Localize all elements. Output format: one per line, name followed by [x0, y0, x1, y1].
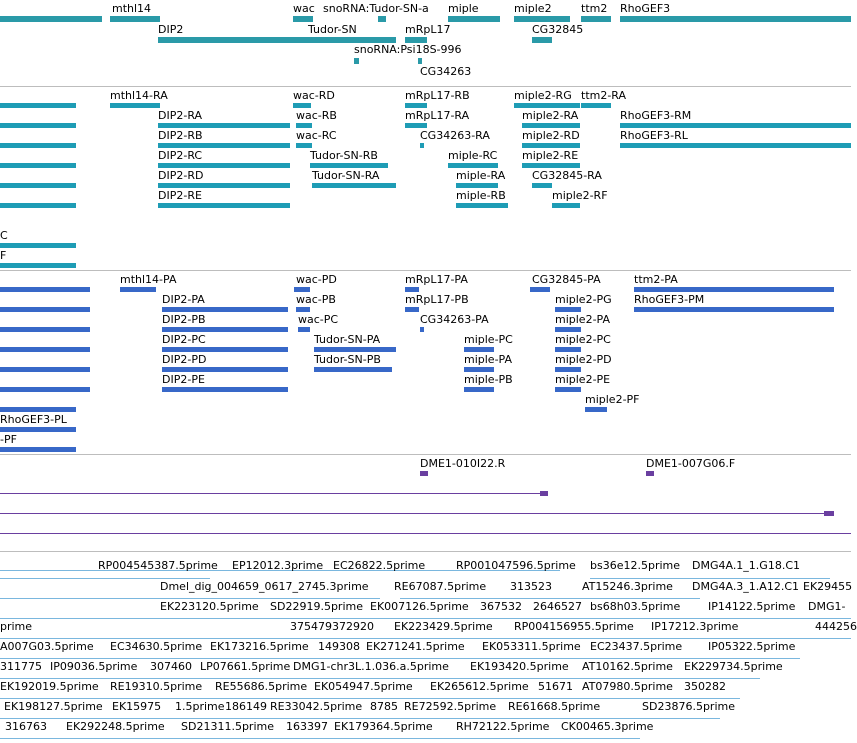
protein-label: DIP2-PB: [162, 313, 206, 326]
transcript-bar[interactable]: [522, 143, 580, 148]
protein-bar[interactable]: [162, 367, 288, 372]
gene-bar[interactable]: [110, 16, 160, 22]
gene-bar[interactable]: [0, 16, 102, 22]
protein-label: miple-PB: [464, 373, 513, 386]
clone-marker[interactable]: [420, 471, 428, 476]
gene-label: miple: [448, 2, 479, 15]
clone-end[interactable]: [540, 491, 548, 496]
est-label: EK054947.5prime: [314, 680, 413, 693]
protein-label: ttm2-PA: [634, 273, 678, 286]
transcript-bar[interactable]: [0, 123, 76, 128]
transcript-label: Tudor-SN-RB: [310, 149, 378, 162]
protein-label: miple2-PD: [555, 353, 612, 366]
protein-label: miple-PA: [464, 353, 513, 366]
protein-label: wac-PD: [296, 273, 337, 286]
gene-label: CG32845: [532, 23, 584, 36]
est-label: EK223120.5prime: [160, 600, 259, 613]
gene-bar[interactable]: [378, 16, 386, 22]
transcript-label: miple-RB: [456, 189, 506, 202]
clone-end[interactable]: [824, 511, 834, 516]
est-label: IP05322.5prime: [708, 640, 796, 653]
est-label: 1.5prime: [175, 700, 225, 713]
protein-bar[interactable]: [464, 367, 494, 372]
transcript-label: DIP2-RD: [158, 169, 204, 182]
transcript-label: wac-RB: [296, 109, 337, 122]
est-line[interactable]: [400, 598, 700, 599]
est-label: EK198127.5prime: [4, 700, 103, 713]
protein-bar[interactable]: [0, 287, 90, 292]
clone-line[interactable]: [0, 533, 851, 534]
protein-bar[interactable]: [530, 287, 550, 292]
est-label: 375479372920: [290, 620, 374, 633]
transcript-label: miple-RC: [448, 149, 498, 162]
gene-bar[interactable]: [354, 58, 359, 64]
est-label: LP07661.5prime: [200, 660, 291, 673]
protein-bar[interactable]: [314, 367, 392, 372]
protein-bar[interactable]: [162, 387, 288, 392]
est-label: EK223429.5prime: [394, 620, 493, 633]
clone-line[interactable]: [0, 513, 832, 514]
transcript-label: miple2-RG: [514, 89, 572, 102]
transcript-bar[interactable]: [0, 243, 76, 248]
transcript-label: mRpL17-RA: [405, 109, 470, 122]
est-label: A007G03.5prime: [0, 640, 94, 653]
transcript-bar[interactable]: [405, 103, 427, 108]
est-label: SD22919.5prime: [270, 600, 363, 613]
transcript-label: miple-RA: [456, 169, 506, 182]
est-label: RE19310.5prime: [110, 680, 203, 693]
est-label: bs36e12.5prime: [590, 559, 681, 572]
est-label: RP004545387.5prime: [98, 559, 218, 572]
protein-label: DIP2-PA: [162, 293, 205, 306]
protein-label: CG34263-PA: [420, 313, 489, 326]
protein-label: mRpL17-PB: [405, 293, 469, 306]
transcript-bar[interactable]: [0, 203, 76, 208]
transcript-label: mthl14-RA: [110, 89, 168, 102]
transcript-label: miple2-RF: [552, 189, 608, 202]
protein-bar[interactable]: [420, 327, 424, 332]
transcript-label: RhoGEF3-RL: [620, 129, 688, 142]
transcript-bar[interactable]: [456, 183, 498, 188]
est-label: 311775: [0, 660, 42, 673]
est-label: AT07980.5prime: [582, 680, 673, 693]
protein-label: miple2-PC: [555, 333, 611, 346]
clone-line[interactable]: [0, 493, 548, 494]
transcript-bar[interactable]: [552, 203, 580, 208]
est-label: RE55686.5prime: [215, 680, 308, 693]
est-label: RE72592.5prime: [404, 700, 497, 713]
gene-bar[interactable]: [158, 37, 316, 43]
clone-track: [0, 455, 851, 551]
est-label: 367532: [480, 600, 522, 613]
clone-label: DME1-010I22.R: [420, 457, 506, 470]
gene-bar[interactable]: [532, 37, 552, 43]
transcript-label: RhoGEF3-RM: [620, 109, 692, 122]
transcript-label: wac-RD: [293, 89, 335, 102]
protein-label: DIP2-PE: [162, 373, 205, 386]
transcript-label: miple2-RA: [522, 109, 579, 122]
est-label: EC34630.5prime: [110, 640, 203, 653]
transcript-bar[interactable]: [296, 143, 312, 148]
est-label: 350282: [684, 680, 726, 693]
est-label: RP001047596.5prime: [456, 559, 576, 572]
protein-label: miple2-PF: [585, 393, 640, 406]
gene-label: snoRNA:Psi18S-996: [354, 43, 462, 56]
gene-bar[interactable]: [620, 16, 851, 22]
est-label: Dmel_dig_004659_0617_2745.3prime: [160, 580, 369, 593]
protein-bar[interactable]: [162, 307, 288, 312]
protein-label: RhoGEF3-PM: [634, 293, 705, 306]
transcript-bar[interactable]: [296, 123, 312, 128]
est-label: prime: [0, 620, 33, 633]
transcript-label: CG34263-RA: [420, 129, 490, 142]
est-label: SD21311.5prime: [181, 720, 274, 733]
est-label: 2646527: [533, 600, 582, 613]
protein-label: miple2-PG: [555, 293, 612, 306]
transcript-bar[interactable]: [158, 143, 290, 148]
protein-label: Tudor-SN-PA: [314, 333, 381, 346]
transcript-bar[interactable]: [293, 103, 311, 108]
est-label: RE67087.5prime: [394, 580, 487, 593]
transcript-bar[interactable]: [0, 263, 76, 268]
transcript-bar[interactable]: [448, 163, 498, 168]
transcript-bar[interactable]: [456, 203, 508, 208]
protein-bar[interactable]: [0, 327, 90, 332]
est-label: RH72122.5prime: [456, 720, 550, 733]
gene-label: CG34263: [420, 65, 472, 78]
est-label: EK229734.5prime: [684, 660, 783, 673]
transcript-label: F: [0, 249, 7, 262]
protein-bar[interactable]: [405, 287, 419, 292]
protein-label: wac-PC: [298, 313, 339, 326]
est-label: EK053311.5prime: [482, 640, 581, 653]
est-label: CK00465.3prime: [561, 720, 654, 733]
est-line[interactable]: [0, 718, 720, 719]
est-label: EK007126.5prime: [370, 600, 469, 613]
transcript-label: DIP2-RB: [158, 129, 203, 142]
protein-bar[interactable]: [162, 327, 288, 332]
transcript-bar[interactable]: [620, 143, 851, 148]
protein-bar[interactable]: [296, 307, 310, 312]
est-label: EK193420.5prime: [470, 660, 569, 673]
transcript-label: C: [0, 229, 8, 242]
est-label: DMG4A.1_1.G18.C1: [692, 559, 801, 572]
protein-bar[interactable]: [464, 387, 494, 392]
est-line[interactable]: [0, 618, 851, 619]
protein-bar[interactable]: [0, 427, 76, 432]
protein-label: -PF: [0, 433, 17, 446]
est-line[interactable]: [0, 658, 800, 659]
transcript-bar[interactable]: [0, 163, 76, 168]
est-line[interactable]: [0, 738, 640, 739]
gene-bar[interactable]: [514, 16, 570, 22]
protein-label: DIP2-PD: [162, 353, 207, 366]
est-track: [0, 552, 857, 743]
est-line[interactable]: [0, 678, 760, 679]
transcript-bar[interactable]: [522, 163, 580, 168]
protein-label: mthl14-PA: [120, 273, 177, 286]
transcript-bar[interactable]: [0, 143, 76, 148]
protein-bar[interactable]: [0, 447, 76, 452]
est-label: IP14122.5prime: [708, 600, 796, 613]
est-label: EK265612.5prime: [430, 680, 529, 693]
est-label: EC26822.5prime: [333, 559, 426, 572]
transcript-bar[interactable]: [0, 103, 76, 108]
gene-bar[interactable]: [293, 16, 313, 22]
transcript-label: miple2-RD: [522, 129, 580, 142]
transcript-label: CG32845-RA: [532, 169, 602, 182]
est-label: bs68h03.5prime: [590, 600, 681, 613]
est-label: 313523: [510, 580, 552, 593]
est-label: AT10162.5prime: [582, 660, 673, 673]
protein-bar[interactable]: [555, 347, 581, 352]
protein-label: wac-PB: [296, 293, 336, 306]
transcript-bar[interactable]: [581, 103, 611, 108]
est-label: 149308: [318, 640, 360, 653]
gene-bar[interactable]: [448, 16, 500, 22]
transcript-label: DIP2-RA: [158, 109, 203, 122]
est-label: 8785: [370, 700, 398, 713]
est-label: SD23876.5prime: [642, 700, 735, 713]
transcript-bar[interactable]: [312, 183, 396, 188]
est-label: 444256: [815, 620, 857, 633]
gene-label: snoRNA:Tudor-SN-a: [323, 2, 429, 15]
protein-bar[interactable]: [555, 387, 581, 392]
transcript-bar[interactable]: [158, 183, 290, 188]
est-label: 316763: [5, 720, 47, 733]
transcript-bar[interactable]: [522, 123, 580, 128]
transcript-label: Tudor-SN-RA: [312, 169, 380, 182]
protein-bar[interactable]: [634, 287, 834, 292]
est-label: RP004156955.5prime: [514, 620, 634, 633]
protein-label: miple-PC: [464, 333, 513, 346]
transcript-bar[interactable]: [0, 183, 76, 188]
protein-bar[interactable]: [405, 307, 419, 312]
transcript-bar[interactable]: [158, 203, 290, 208]
protein-label: RhoGEF3-PL: [0, 413, 67, 426]
protein-label: Tudor-SN-PB: [314, 353, 381, 366]
est-label: DMG1-chr3L.1.036.a.5prime: [293, 660, 449, 673]
protein-bar[interactable]: [314, 347, 396, 352]
est-line[interactable]: [0, 578, 210, 579]
clone-label: DME1-007G06.F: [646, 457, 736, 470]
gene-label: DIP2: [158, 23, 184, 36]
transcript-bar[interactable]: [110, 103, 160, 108]
transcript-bar[interactable]: [420, 143, 424, 148]
protein-label: DIP2-PC: [162, 333, 206, 346]
protein-bar[interactable]: [555, 307, 581, 312]
protein-bar[interactable]: [555, 327, 581, 332]
est-label: RE33042.5prime: [270, 700, 363, 713]
transcript-bar[interactable]: [620, 123, 851, 128]
est-line[interactable]: [0, 698, 740, 699]
protein-bar[interactable]: [555, 367, 581, 372]
est-label: DMG1-: [808, 600, 846, 613]
est-label: EK179364.5prime: [334, 720, 433, 733]
est-label: EK271241.5prime: [366, 640, 465, 653]
est-label: EK292248.5prime: [66, 720, 165, 733]
est-label: EK173216.5prime: [210, 640, 309, 653]
transcript-track: [0, 87, 851, 270]
gene-label: Tudor-SN: [308, 23, 357, 36]
transcript-bar[interactable]: [158, 163, 290, 168]
transcript-bar[interactable]: [310, 163, 388, 168]
protein-bar[interactable]: [634, 307, 834, 312]
est-label: 163397: [286, 720, 328, 733]
transcript-label: DIP2-RC: [158, 149, 203, 162]
est-label: 186149: [225, 700, 267, 713]
est-label: IP09036.5prime: [50, 660, 138, 673]
protein-bar[interactable]: [0, 367, 90, 372]
gene-label: wac: [293, 2, 315, 15]
protein-track: [0, 271, 851, 454]
transcript-label: mRpL17-RB: [405, 89, 470, 102]
est-label: 307460: [150, 660, 192, 673]
protein-label: mRpL17-PA: [405, 273, 468, 286]
est-label: EK15975: [112, 700, 162, 713]
est-line[interactable]: [0, 638, 851, 639]
transcript-bar[interactable]: [532, 183, 552, 188]
est-label: RE61668.5prime: [508, 700, 601, 713]
transcript-label: miple2-RE: [522, 149, 579, 162]
transcript-bar[interactable]: [514, 103, 580, 108]
gene-track: [0, 0, 851, 86]
gene-label: RhoGEF3: [620, 2, 671, 15]
clone-marker[interactable]: [646, 471, 654, 476]
protein-bar[interactable]: [585, 407, 607, 412]
gene-label: mthl14: [112, 2, 152, 15]
transcript-bar[interactable]: [405, 123, 427, 128]
protein-bar[interactable]: [162, 347, 288, 352]
protein-label: miple2-PA: [555, 313, 610, 326]
est-line[interactable]: [0, 598, 380, 599]
protein-bar[interactable]: [294, 287, 310, 292]
protein-bar[interactable]: [0, 347, 90, 352]
est-label: IP17212.3prime: [651, 620, 739, 633]
est-label: EK29455: [803, 580, 853, 593]
gene-label: miple2: [514, 2, 552, 15]
transcript-bar[interactable]: [158, 123, 290, 128]
est-line[interactable]: [590, 578, 830, 579]
protein-label: miple2-PE: [555, 373, 611, 386]
transcript-label: ttm2-RA: [581, 89, 627, 102]
protein-label: CG32845-PA: [532, 273, 601, 286]
protein-bar[interactable]: [120, 287, 156, 292]
protein-bar[interactable]: [0, 307, 90, 312]
protein-bar[interactable]: [0, 407, 76, 412]
est-label: EP12012.3prime: [232, 559, 324, 572]
est-label: 51671: [538, 680, 573, 693]
est-label: EK192019.5prime: [0, 680, 99, 693]
est-label: EC23437.5prime: [590, 640, 683, 653]
protein-bar[interactable]: [0, 387, 90, 392]
gene-label: ttm2: [581, 2, 608, 15]
gene-label: mRpL17: [405, 23, 451, 36]
protein-bar[interactable]: [298, 327, 310, 332]
gene-bar[interactable]: [581, 16, 611, 22]
est-label: DMG4A.3_1.A12.C1: [692, 580, 800, 593]
gene-bar[interactable]: [418, 58, 422, 64]
transcript-label: wac-RC: [296, 129, 337, 142]
protein-bar[interactable]: [464, 347, 494, 352]
est-label: AT15246.3prime: [582, 580, 673, 593]
transcript-label: DIP2-RE: [158, 189, 202, 202]
